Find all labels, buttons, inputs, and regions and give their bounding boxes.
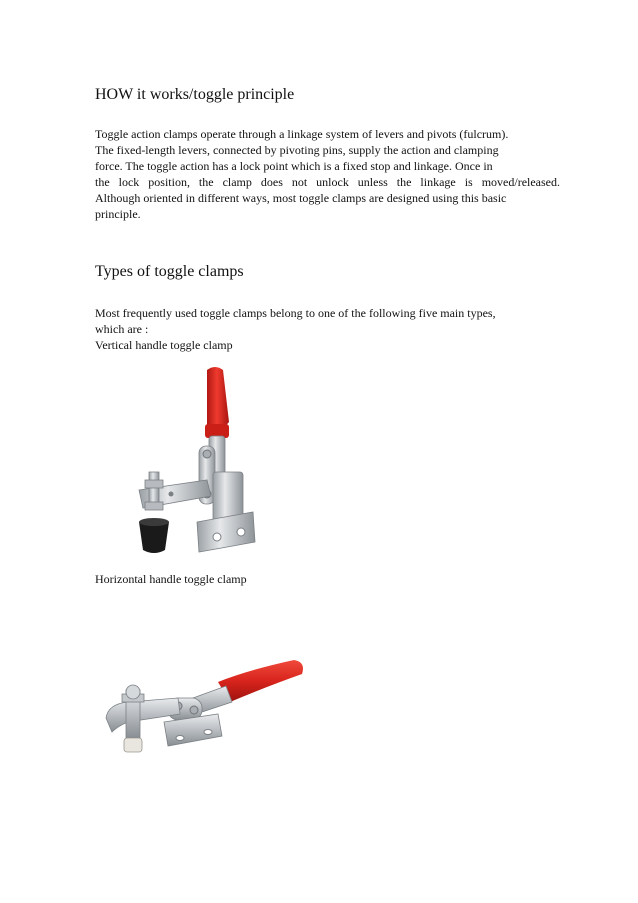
- paragraph-types-intro: [95, 305, 565, 337]
- caption-horizontal-clamp: Horizontal handle toggle clamp: [95, 572, 247, 586]
- paragraph-line: which are :: [95, 322, 149, 336]
- paragraph-line: Most frequently used toggle clamps belong to one of the following five main types,: [95, 306, 496, 320]
- caption-vertical-clamp: Vertical handle toggle clamp: [95, 338, 233, 352]
- paragraph-line: Toggle action clamps operate through a linkage system of levers and pivots (fulcrum).: [95, 127, 509, 141]
- horizontal-toggle-clamp-photo: [98, 652, 308, 757]
- section-heading-how-it-works: HOW it works/toggle principle: [95, 86, 295, 103]
- paragraph-toggle-principle: [95, 126, 565, 222]
- paragraph-line: Although oriented in different ways, most toggle clamps are designed using this basic: [95, 191, 507, 205]
- vertical-toggle-clamp-photo: [125, 362, 260, 562]
- paragraph-line: the lock position, the clamp does not unlock unless the linkage is moved/released.: [95, 175, 560, 189]
- section-heading-types: Types of toggle clamps: [95, 263, 244, 280]
- paragraph-line: The fixed-length levers, connected by pivoting pins, supply the action and clamping: [95, 143, 499, 157]
- paragraph-line: principle.: [95, 207, 141, 221]
- paragraph-line: force. The toggle action has a lock point which is a fixed stop and linkage. Once in: [95, 159, 493, 173]
